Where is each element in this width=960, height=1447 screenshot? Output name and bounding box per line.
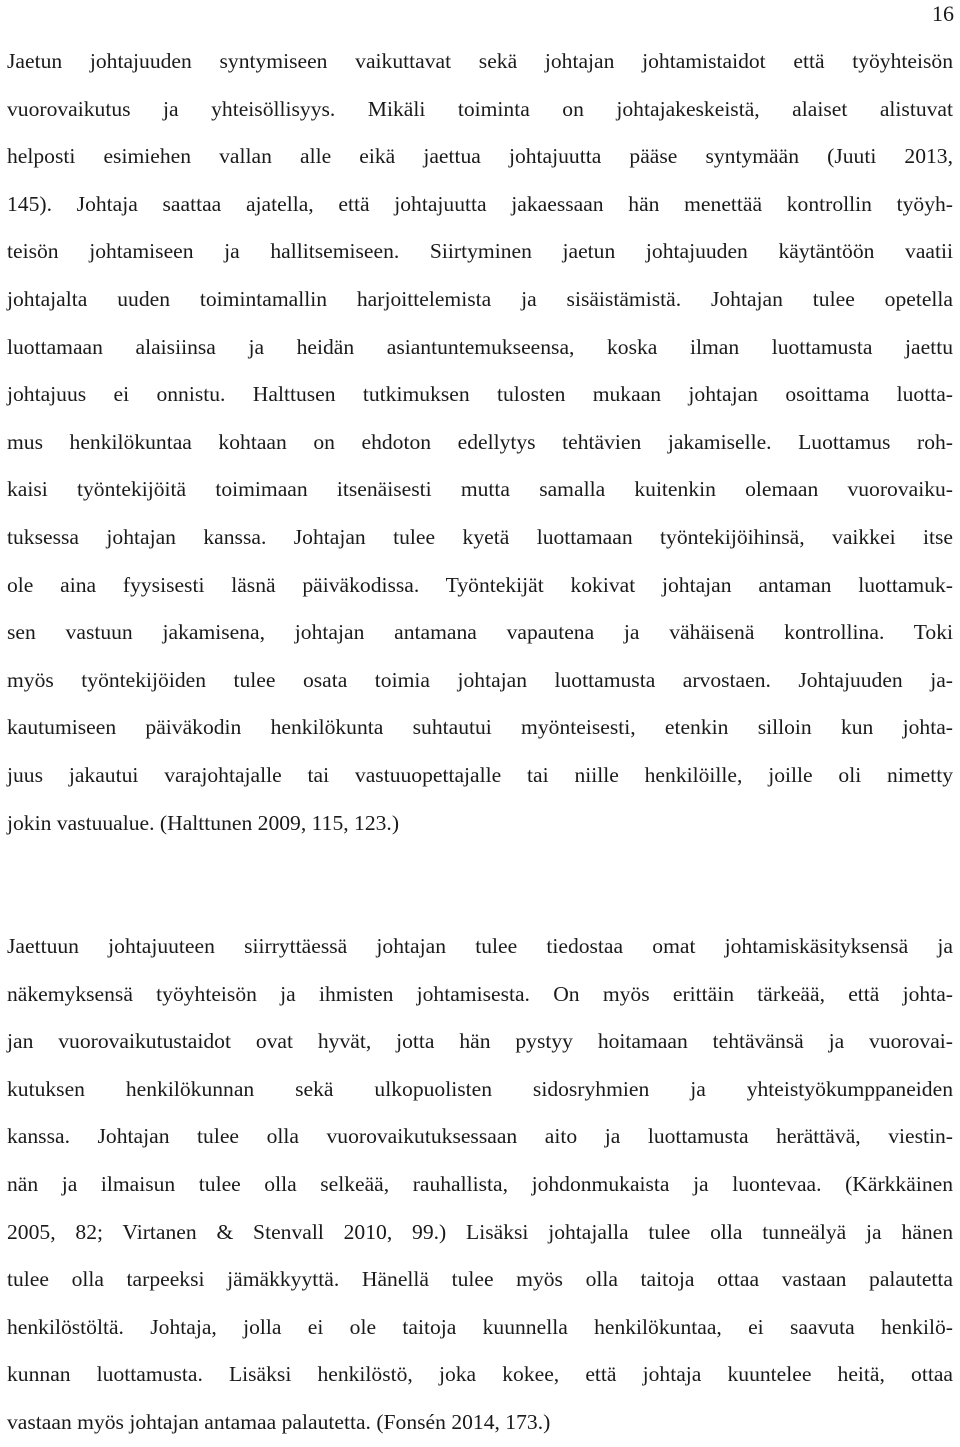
text-line: tulee olla tarpeeksi jämäkkyyttä. Hänellä tulee myös olla taitoja ottaa vastaan palautetta <box>7 1267 953 1292</box>
text-line: vastaan myös johtajan antamaa palautetta. (Fonsén 2014, 173.) <box>7 1409 551 1434</box>
text-line: kutuksen henkilökunnan sekä ulkopuolisten sidosryhmien ja yhteistyökumppaneiden <box>7 1076 953 1101</box>
text-line: jokin vastuualue. (Halttunen 2009, 115, 123.) <box>7 810 400 835</box>
text-line: kanssa. Johtajan tulee olla vuorovaikutuksessaan aito ja luottamusta herättävä, viestin- <box>7 1124 953 1149</box>
text-line: henkilöstöltä. Johtaja, jolla ei ole taitoja kuunnella henkilökuntaa, ei saavuta henkilö- <box>7 1314 953 1339</box>
text-line: nän ja ilmaisun tulee olla selkeää, rauhallista, johdonmukaista ja luontevaa. (Kärkkäinen <box>7 1171 953 1196</box>
text-line: myös työntekijöiden tulee osata toimia johtajan luottamusta arvostaen. Johtajuuden ja- <box>7 667 953 692</box>
text-line: sen vastuun jakamisena, johtajan antamana vapautena ja vähäisenä kontrollina. Toki <box>7 620 953 645</box>
text-line: näkemyksensä työyhteisön ja ihmisten johtamisesta. On myös erittäin tärkeää, että johta- <box>7 981 953 1006</box>
text-line: luottamaan alaisiinsa ja heidän asiantuntemukseensa, koska ilman luottamusta jaettu <box>7 334 953 359</box>
paragraph-1 <box>7 38 953 847</box>
text-line: johtajalta uuden toimintamallin harjoittelemista ja sisäistämistä. Johtajan tulee opetella <box>7 286 953 311</box>
text-line: 2005, 82; Virtanen & Stenvall 2010, 99.) Lisäksi johtajalla tulee olla tunneälyä ja hänen <box>7 1219 953 1244</box>
paragraph-2 <box>7 923 953 1447</box>
text-line: helposti esimiehen vallan alle eikä jaettua johtajuutta pääse syntymään (Juuti 2013, <box>7 144 953 169</box>
text-line: tuksessa johtajan kanssa. Johtajan tulee kyetä luottamaan työntekijöihinsä, vaikkei itse <box>7 524 953 549</box>
text-line: teisön johtamiseen ja hallitsemiseen. Siirtyminen jaetun johtajuuden käytäntöön vaatii <box>7 239 953 264</box>
text-line: kautumiseen päiväkodin henkilökunta suhtautui myönteisesti, etenkin silloin kun johta- <box>7 715 953 740</box>
text-line: vuorovaikutus ja yhteisöllisyys. Mikäli toiminta on johtajakeskeistä, alaiset alistuvat <box>7 96 953 121</box>
text-line: kaisi työntekijöitä toimimaan itsenäisesti mutta samalla kuitenkin olemaan vuorovaiku- <box>7 477 953 502</box>
text-line: jan vuorovaikutustaidot ovat hyvät, jotta hän pystyy hoitamaan tehtävänsä ja vuorovai- <box>7 1029 953 1054</box>
text-line: Jaettuun johtajuuteen siirryttäessä johtajan tulee tiedostaa omat johtamiskäsityksensä ja <box>7 934 953 958</box>
text-line: juus jakautui varajohtajalle tai vastuuopettajalle tai niille henkilöille, joille oli nimetty <box>7 762 953 787</box>
text-line: 145). Johtaja saattaa ajatella, että johtajuutta jakaessaan hän menettää kontrollin työyh- <box>7 191 953 216</box>
text-line: Jaetun johtajuuden syntymiseen vaikuttavat sekä johtajan johtamistaidot että työyhteisön <box>7 49 953 73</box>
text-line: ole aina fyysisesti läsnä päiväkodissa. Työntekijät kokivat johtajan antaman luottamuk- <box>7 572 953 597</box>
text-line: mus henkilökuntaa kohtaan on ehdoton edellytys tehtävien jakamiselle. Luottamus roh- <box>7 429 953 454</box>
text-line: johtajuus ei onnistu. Halttusen tutkimuksen tulosten mukaan johtajan osoittama luotta- <box>7 382 953 407</box>
text-line: kunnan luottamusta. Lisäksi henkilöstö, joka kokee, että johtaja kuuntelee heitä, ottaa <box>7 1362 953 1387</box>
page-number: 16 <box>932 1 954 26</box>
